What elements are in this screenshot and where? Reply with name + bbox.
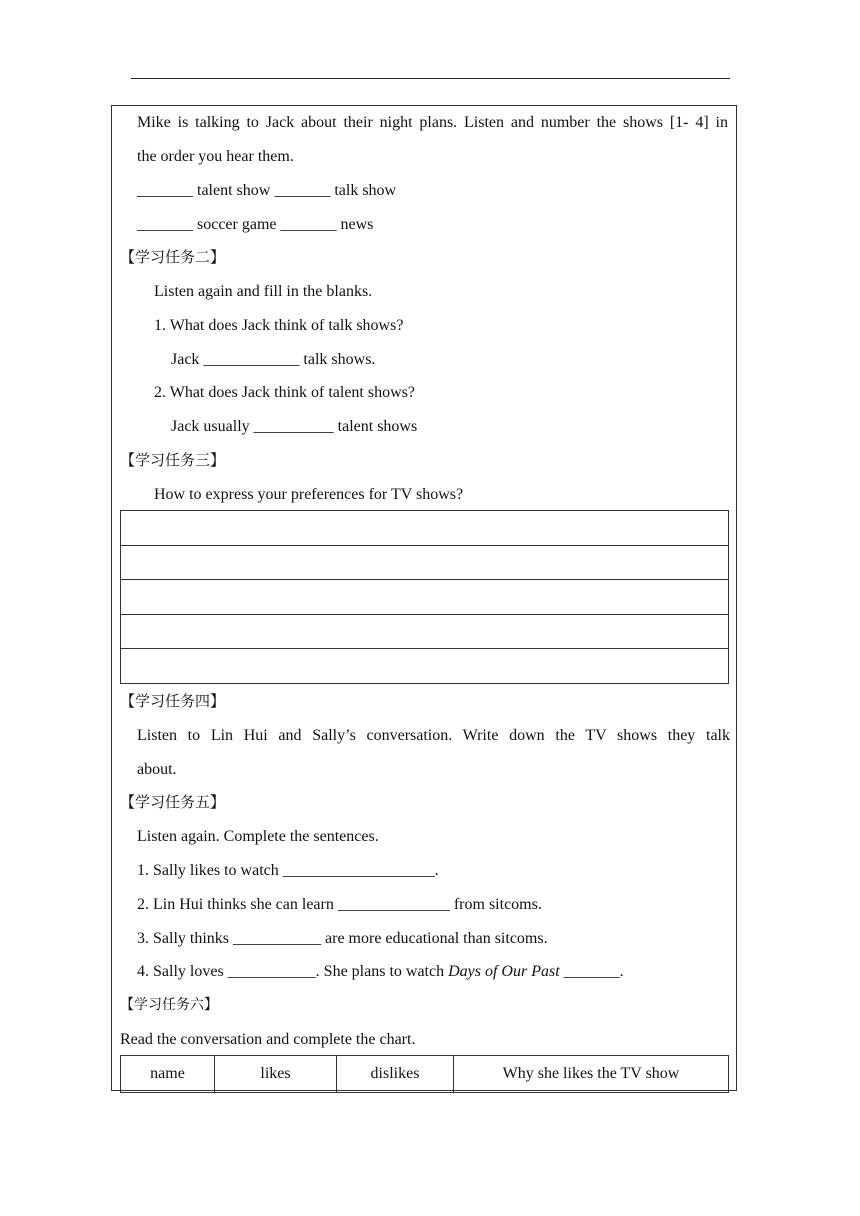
task2-answer-2: Jack usually __________ talent shows — [171, 418, 418, 435]
answer-row — [121, 580, 729, 615]
answer-cell[interactable] — [121, 649, 729, 684]
sentence-4-end: _______. — [559, 963, 624, 980]
task6-heading: 【学习任务六】 — [120, 998, 218, 1013]
task5-sentence-3: 3. Sally thinks ___________ are more educational than sitcoms. — [137, 930, 548, 947]
sentence-4-start: 4. Sally loves ___________. She plans to watch — [137, 963, 449, 980]
task4-line-2: about. — [137, 761, 177, 778]
answer-cell[interactable] — [121, 545, 729, 580]
answer-row — [121, 614, 729, 649]
header-rule — [131, 78, 730, 79]
answer-row — [121, 649, 729, 684]
task3-instruction: How to express your preferences for TV shows? — [154, 486, 464, 503]
task2-question-1: 1. What does Jack think of talk shows? — [154, 317, 404, 334]
task2-heading: 【学习任务二】 — [120, 250, 226, 266]
task6-instruction: Read the conversation and complete the chart. — [120, 1031, 416, 1048]
task4-line-1: Listen to Lin Hui and Sally’s conversation. Write down the TV shows they talk — [137, 727, 730, 744]
intro-blank-row-2: _______ soccer game _______ news — [137, 216, 374, 233]
task2-instruction: Listen again and fill in the blanks. — [154, 283, 373, 300]
show-title: Days of Our Past — [448, 963, 560, 980]
intro-line-1: Mike is talking to Jack about their night plans. Listen and number the shows [1- 4] in — [137, 114, 728, 131]
chart-table — [120, 1055, 729, 1093]
answer-cell[interactable] — [121, 614, 729, 649]
intro-line-2: the order you hear them. — [137, 148, 294, 165]
answer-row — [121, 511, 729, 546]
task3-heading: 【学习任务三】 — [120, 453, 226, 469]
task5-sentence-1: 1. Sally likes to watch ___________________. — [137, 862, 439, 879]
task5-sentence-2: 2. Lin Hui thinks she can learn ______________ from sitcoms. — [137, 896, 542, 913]
preferences-answer-table — [120, 510, 729, 684]
column-header-reason: Why she likes the TV show — [454, 1056, 729, 1093]
intro-blank-row-1: _______ talent show _______ talk show — [137, 182, 397, 199]
chart-header-row — [121, 1056, 729, 1093]
answer-cell[interactable] — [121, 511, 729, 546]
task5-instruction: Listen again. Complete the sentences. — [137, 828, 379, 845]
task5-heading: 【学习任务五】 — [120, 795, 226, 811]
column-header-name: name — [121, 1056, 215, 1093]
task5-sentence-4 — [137, 962, 624, 982]
task2-answer-1: Jack ____________ talk shows. — [171, 351, 376, 368]
task4-heading: 【学习任务四】 — [120, 694, 226, 710]
answer-cell[interactable] — [121, 580, 729, 615]
column-header-likes: likes — [215, 1056, 337, 1093]
answer-row — [121, 545, 729, 580]
column-header-dislikes: dislikes — [337, 1056, 454, 1093]
task2-question-2: 2. What does Jack think of talent shows? — [154, 384, 415, 401]
